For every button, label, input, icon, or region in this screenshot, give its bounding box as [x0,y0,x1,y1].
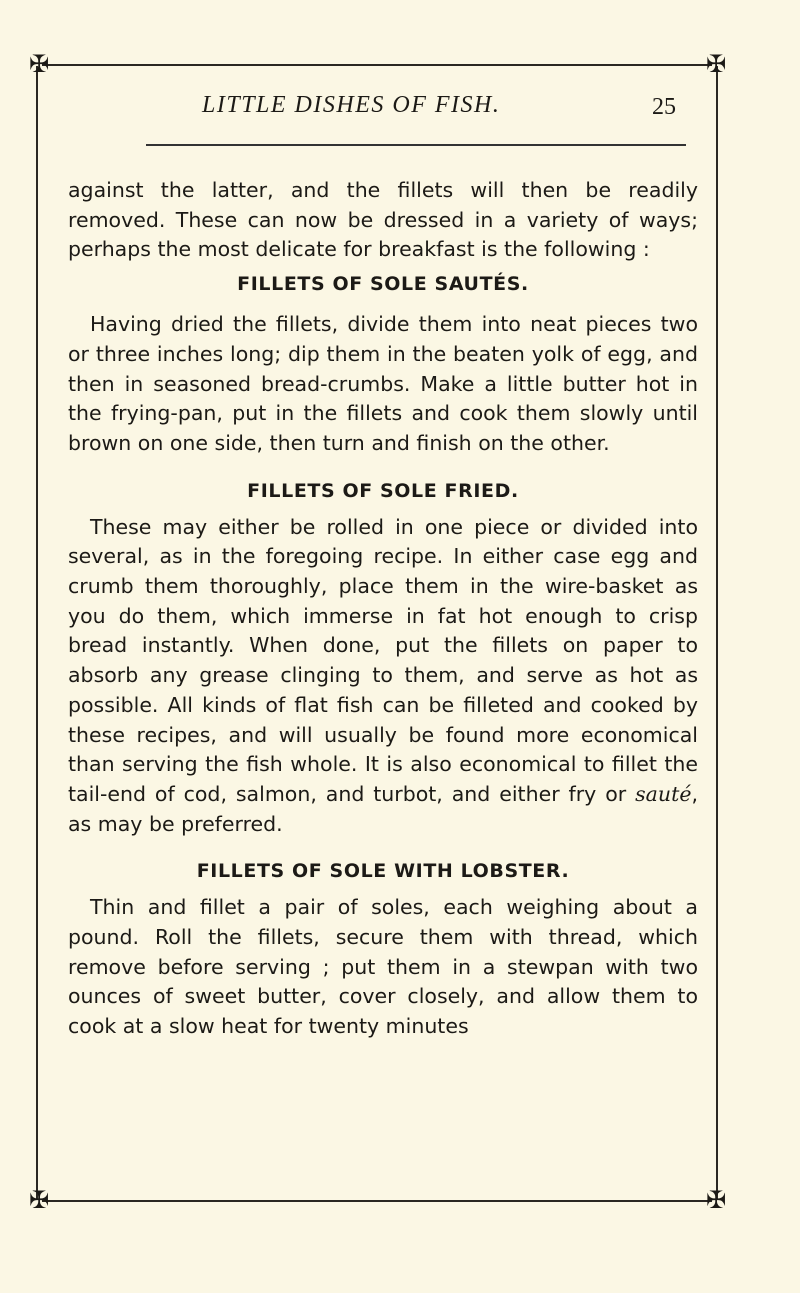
section-heading-fried: FILLETS OF SOLE FRIED. [247,479,519,502]
paragraph-lobster: Thin and fillet a pair of soles, each weighing about a pound. Roll the fillets, secure them with thread, which remove before serving ; put them in a stewpan with two ounces of sweet butter, cover closely, and allow them to cook at a slow heat for twenty minutes [68,895,698,1039]
page-number: 25 [652,94,676,120]
paragraph-fried-text: These may either be rolled in one piece or divided into several, as in the foregoing recipe. In either case egg and crumb them thoroughly, place them in the wire-basket as you do them, which immerse in fat hot enough to crisp bread instantly. When done, put the fillets on paper to absorb any grease clinging to them, and serve as hot as possible. All kinds of flat fish can be filleted and cooked by these recipes, and will usually be found more economical than serving the fish whole. It is also economical to fillet the tail-end of cod, salmon, and turbot, and either fry or [68,514,698,806]
cross-ornament-icon: ✠ [705,1186,727,1214]
paragraph-fried-tail: , as may be preferred. [68,781,698,836]
cross-ornament-icon: ✠ [28,50,50,78]
page-body [68,176,698,1042]
running-title: LITTLE DISHES OF FISH. [202,92,501,118]
paragraph-fried [68,513,698,840]
header-rule [146,144,686,146]
intro-paragraph: against the latter, and the fillets will then be readily removed. These can now be dressed in a variety of ways; perhaps the most delicate for breakfast is the following : [68,178,698,262]
frame-bottom-rule [42,1200,712,1202]
section-heading-lobster: FILLETS OF SOLE WITH LOBSTER. [196,860,570,883]
paragraph-sautes: Having dried the fillets, divide them into neat pieces two or three inches long; dip them in the beaten yolk of egg, and then in seasoned bread-crumbs. Make a little butter hot in the frying-pan, put in the fillets and cook them slowly until brown on one side, then turn and finish on the other. [68,312,698,455]
frame-right-rule [716,66,718,1200]
frame-left-rule [36,66,38,1200]
section-heading-sautes: FILLETS OF SOLE SAUTÉS. [237,273,529,296]
italic-saute: sauté [635,781,692,806]
cross-ornament-icon: ✠ [705,50,727,78]
cross-ornament-icon: ✠ [28,1186,50,1214]
frame-top-rule [42,64,712,66]
